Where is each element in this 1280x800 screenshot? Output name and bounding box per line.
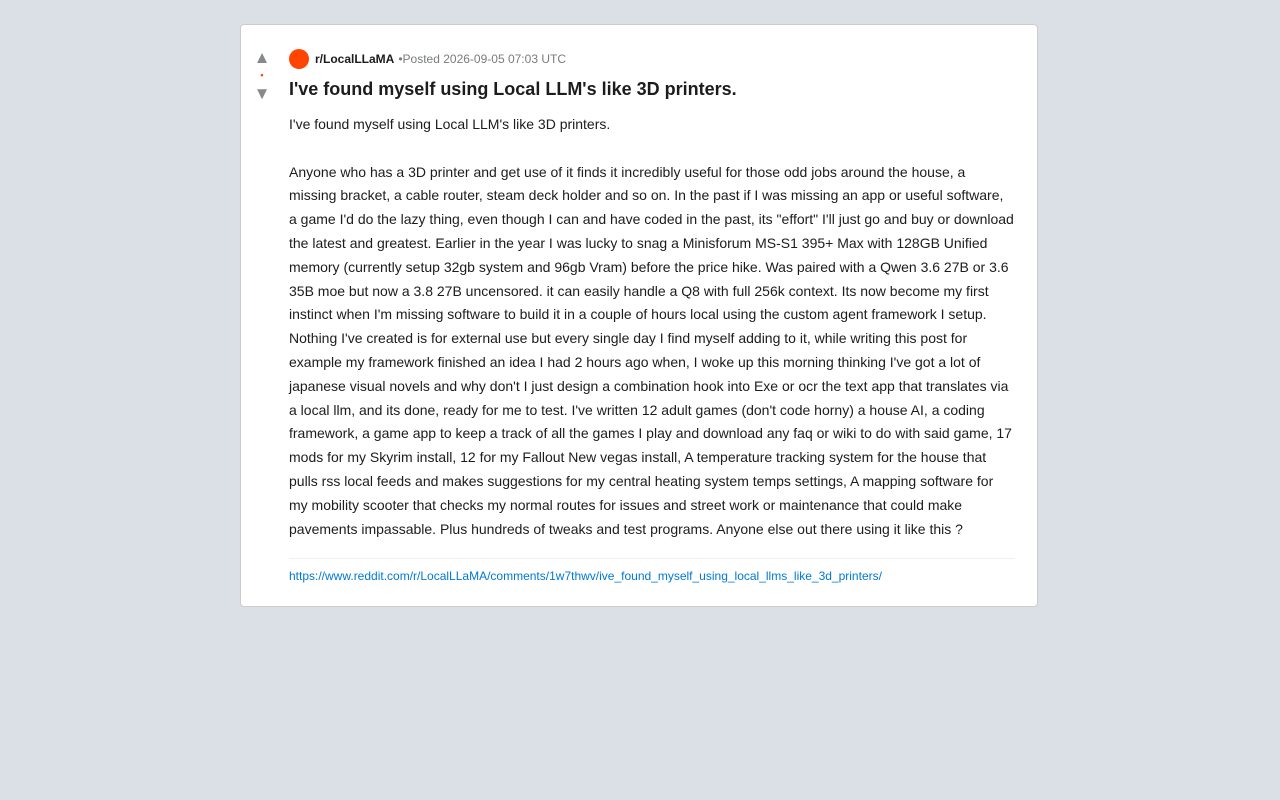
post-body [289, 113, 1015, 541]
post-body-paragraph: I've found myself using Local LLM's like 3D printers. [289, 116, 611, 132]
subreddit-name[interactable]: r/LocalLLaMA [315, 52, 395, 66]
downvote-arrow-icon[interactable]: ▼ [253, 84, 271, 103]
post-permalink[interactable]: https://www.reddit.com/r/LocalLLaMA/comments/1w7thwv/ive_found_myself_using_local_llms_like_3d_printers/ [289, 569, 882, 584]
post-card [240, 24, 1038, 607]
meta-separator: • [398, 52, 403, 66]
post-meta [289, 49, 1015, 69]
upvote-arrow-icon[interactable]: ▲ [253, 48, 271, 67]
vote-column [251, 49, 273, 102]
post-timestamp: Posted 2026-09-05 07:03 UTC [402, 52, 566, 66]
post-title[interactable]: I've found myself using Local LLM's like 3D printers. [289, 79, 737, 99]
post-footer [289, 558, 1015, 584]
vote-score: • [260, 70, 264, 80]
post-body-paragraph: Anyone who has a 3D printer and get use of it finds it incredibly useful for those odd jobs around the house, a missing bracket, a cable router, steam deck holder and so on. In the past if I was missing an app or useful software, a game I'd do the lazy thing, even though I can and have coded in the past, its "effort" I'll just go and buy or download the latest and greatest. Earlier in the year I was lucky to snag a Minisforum MS-S1 395+ Max with 128GB Unified memory (currently setup 32gb system and 96gb Vram) before the price hike. Was paired with a Qwen 3.6 27B or 3.6 35B moe but now a 3.8 27B uncensored. it can easily handle a Q8 with full 256k context. Its now become my first instinct when I'm missing software to build it in a couple of hours local using the custom agent framework I setup. Nothing I've created is for external use but every single day I find myself adding to it, while writing this post for example my framework finished an idea I had 2 hours ago when, I woke up this morning thinking I've got a lot of japanese visual novels and why don't I just design a combination hook into Exe or ocr the text app that translates via a local llm, and its done, ready for me to test. I've written 12 adult games (don't code horny) a house AI, a coding framework, a game app to keep a track of all the games I play and download any faq or wiki to do with said game, 17 mods for my Skyrim install, 12 for my Fallout New vegas install, A temperature tracking system for the house that pulls rss local feeds and makes suggestions for my central heating system temps settings, A mapping software for my mobility scooter that checks my normal routes for issues and street work or maintenance that could make pavements impassable. Plus hundreds of tweaks and test programs. Anyone else out there using it like this ? [289, 163, 1014, 537]
post-content [289, 49, 1015, 584]
subreddit-avatar-icon[interactable] [289, 49, 309, 69]
